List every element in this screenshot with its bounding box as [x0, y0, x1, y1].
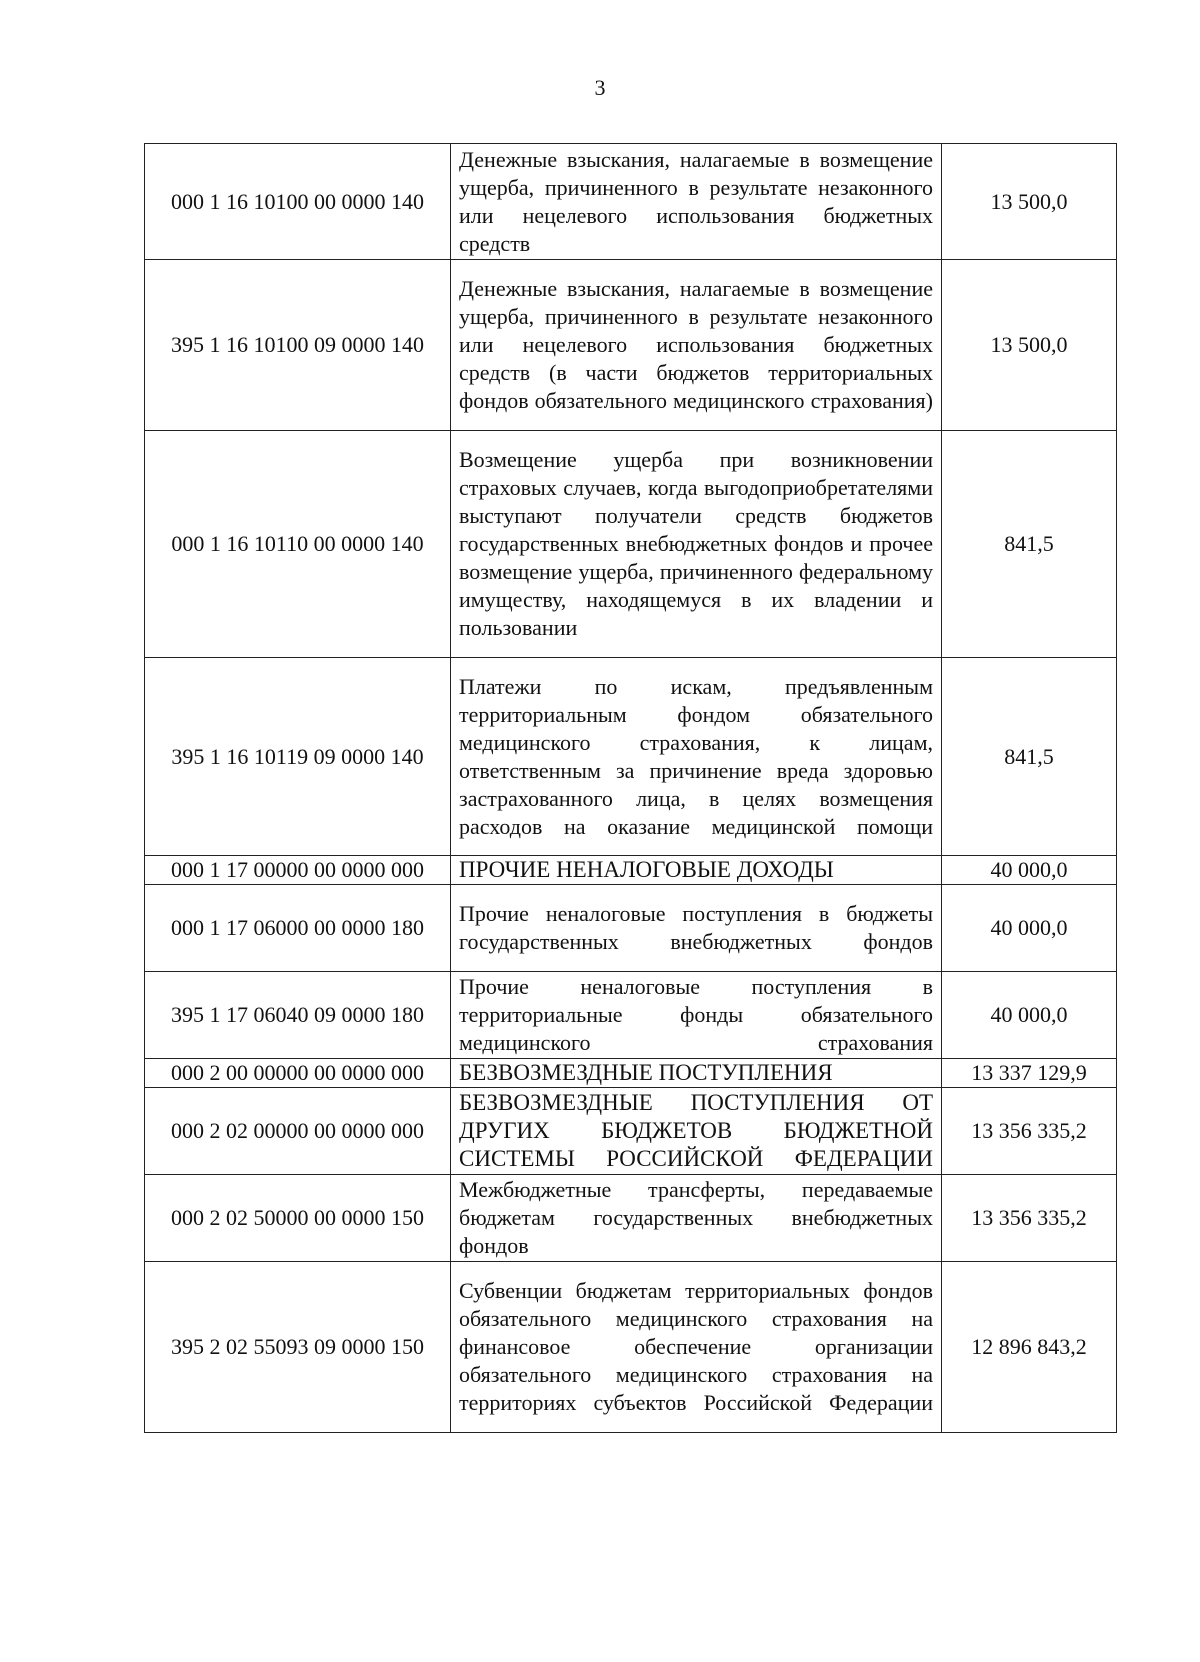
table-row [145, 1175, 1117, 1262]
amount: 13 337 129,9 [942, 1059, 1117, 1088]
table-row [145, 658, 1117, 856]
revenue-description: Денежные взыскания, налагаемые в возмещение ущерба, причиненного в результате незаконного или нецелевого использования бюджетных средств (в части бюджетов территориальных фондов обязательного медицинского страхования) [451, 260, 942, 431]
budget-code: 000 2 02 00000 00 0000 000 [145, 1088, 451, 1175]
revenue-description: Возмещение ущерба при возникновении страховых случаев, когда выгодоприобретателями выступают получатели средств бюджетов государственных внебюджетных фондов и прочее возмещение ущерба, причиненного федеральному имуществу, находящемуся в их владении и пользовании [451, 431, 942, 658]
revenue-description: Прочие неналоговые поступления в бюджеты государственных внебюджетных фондов [451, 885, 942, 972]
budget-code: 000 2 00 00000 00 0000 000 [145, 1059, 451, 1088]
table-row [145, 972, 1117, 1059]
amount: 13 356 335,2 [942, 1175, 1117, 1262]
amount: 13 356 335,2 [942, 1088, 1117, 1175]
amount: 40 000,0 [942, 856, 1117, 885]
revenue-description: Платежи по искам, предъявленным территориальным фондом обязательного медицинского страхования, к лицам, ответственным за причинение вреда здоровью застрахованного лица, в целях возмещения расходов на оказание медицинской помощи [451, 658, 942, 856]
table-row [145, 1088, 1117, 1175]
revenue-description: Межбюджетные трансферты, передаваемые бюджетам государственных внебюджетных фондов [451, 1175, 942, 1262]
table-row [145, 144, 1117, 260]
amount: 841,5 [942, 658, 1117, 856]
budget-code: 000 1 17 06000 00 0000 180 [145, 885, 451, 972]
table-row [145, 1262, 1117, 1433]
table-row [145, 885, 1117, 972]
table-row [145, 1059, 1117, 1088]
budget-code: 395 2 02 55093 09 0000 150 [145, 1262, 451, 1433]
revenue-description: Субвенции бюджетам территориальных фондов обязательного медицинского страхования на финансовое обеспечение организации обязательного медицинского страхования на территориях субъектов Российской Федерации [451, 1262, 942, 1433]
amount: 13 500,0 [942, 260, 1117, 431]
revenue-description: БЕЗВОЗМЕЗДНЫЕ ПОСТУПЛЕНИЯ [451, 1059, 942, 1088]
budget-code: 395 1 17 06040 09 0000 180 [145, 972, 451, 1059]
amount: 13 500,0 [942, 144, 1117, 260]
page-number: 3 [594, 75, 606, 100]
revenue-description: БЕЗВОЗМЕЗДНЫЕ ПОСТУПЛЕНИЯ ОТ ДРУГИХ БЮДЖЕТОВ БЮДЖЕТНОЙ СИСТЕМЫ РОССИЙСКОЙ ФЕДЕРАЦИИ [451, 1088, 942, 1175]
budget-code: 000 1 17 00000 00 0000 000 [145, 856, 451, 885]
amount: 40 000,0 [942, 972, 1117, 1059]
table-row [145, 431, 1117, 658]
amount: 12 896 843,2 [942, 1262, 1117, 1433]
revenue-description: ПРОЧИЕ НЕНАЛОГОВЫЕ ДОХОДЫ [451, 856, 942, 885]
budget-code: 395 1 16 10119 09 0000 140 [145, 658, 451, 856]
budget-code: 000 1 16 10110 00 0000 140 [145, 431, 451, 658]
amount: 841,5 [942, 431, 1117, 658]
budget-code: 000 2 02 50000 00 0000 150 [145, 1175, 451, 1262]
revenue-table [144, 143, 1117, 1433]
budget-code: 000 1 16 10100 00 0000 140 [145, 144, 451, 260]
table-row [145, 260, 1117, 431]
revenue-description: Прочие неналоговые поступления в территориальные фонды обязательного медицинского страхования [451, 972, 942, 1059]
revenue-description: Денежные взыскания, налагаемые в возмещение ущерба, причиненного в результате незаконного или нецелевого использования бюджетных средств [451, 144, 942, 260]
budget-code: 395 1 16 10100 09 0000 140 [145, 260, 451, 431]
amount: 40 000,0 [942, 885, 1117, 972]
table-row [145, 856, 1117, 885]
